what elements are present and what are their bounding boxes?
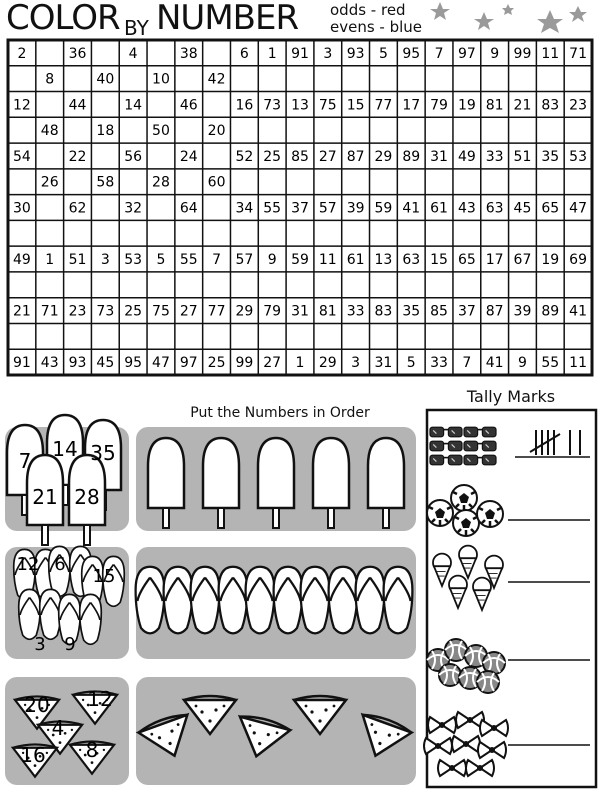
grid-cell-number: 99: [513, 45, 532, 62]
grid-cell-number: 83: [541, 97, 560, 114]
title-color: COLOR: [6, 0, 120, 38]
grid-cell-number: 93: [68, 355, 87, 372]
rule-evens: evens - blue: [330, 18, 423, 36]
grid-cell-number: 5: [378, 45, 388, 62]
watermelon-number: 12: [87, 687, 113, 711]
grid-cell-number: 55: [179, 252, 198, 269]
grid-cell-number: 20: [207, 123, 226, 140]
grid-cell-number: 11: [569, 355, 588, 372]
grid-cell-number: 38: [179, 45, 198, 62]
grid-cell-number: 32: [124, 200, 143, 217]
grid-cell-number: 27: [179, 303, 198, 320]
grid-cell-number: 40: [96, 71, 115, 88]
grid-cell-number: 54: [12, 148, 31, 165]
grid-cell-number: 18: [96, 123, 115, 140]
grid-cell-number: 46: [179, 97, 198, 114]
flipflop-number: 9: [64, 634, 76, 655]
grid-cell-number: 19: [541, 252, 560, 269]
title-by: BY: [124, 16, 149, 40]
grid-cell-number: 29: [235, 303, 254, 320]
grid-cell-number: 97: [179, 355, 198, 372]
order-section-title: Put the Numbers in Order: [190, 405, 370, 421]
grid-cell-number: 44: [68, 97, 87, 114]
grid-cell-number: 51: [68, 252, 87, 269]
grid-cell-number: 65: [541, 200, 560, 217]
grid-cell-number: 42: [207, 71, 226, 88]
grid-cell-number: 89: [402, 148, 421, 165]
watermelon-number: 20: [24, 693, 50, 717]
grid-cell-number: 23: [569, 97, 588, 114]
grid-cell-number: 41: [485, 355, 504, 372]
grid-cell-number: 61: [430, 200, 448, 217]
grid-cell-number: 7: [212, 252, 222, 269]
grid-cell-number: 15: [430, 252, 448, 269]
grid-cell-number: 30: [12, 200, 31, 217]
grid-cell-number: 19: [457, 97, 476, 114]
grid-cell-number: 73: [96, 303, 115, 320]
popsicle-number: 21: [32, 485, 58, 509]
grid-cell-number: 21: [12, 303, 31, 320]
grid-cell-number: 31: [374, 355, 393, 372]
grid-cell-number: 27: [263, 355, 282, 372]
grid-cell-number: 63: [485, 200, 504, 217]
popsicle-number: 35: [90, 441, 116, 465]
grid-cell-number: 3: [100, 252, 110, 269]
grid-cell-number: 93: [346, 45, 365, 62]
grid-cell-number: 87: [346, 148, 365, 165]
grid-cell-number: 22: [68, 148, 87, 165]
popsicle-number: 7: [18, 449, 32, 473]
grid-cell-number: 39: [346, 200, 365, 217]
grid-cell-number: 14: [124, 97, 143, 114]
grid-cell-number: 95: [124, 355, 143, 372]
grid-cell-number: 35: [402, 303, 421, 320]
grid-cell-number: 8: [45, 71, 55, 88]
grid-cell-number: 29: [374, 148, 393, 165]
grid-cell-number: 1: [267, 45, 277, 62]
grid-cell-number: 29: [318, 355, 337, 372]
flipflop-number: 6: [54, 554, 66, 575]
grid-cell-number: 7: [434, 45, 444, 62]
grid-cell-number: 69: [569, 252, 588, 269]
grid-cell-number: 59: [291, 252, 309, 269]
grid-cell-number: 5: [156, 252, 166, 269]
grid-cell-number: 85: [430, 303, 448, 320]
grid-cell-number: 39: [513, 303, 532, 320]
grid-cell-number: 55: [263, 200, 282, 217]
grid-cell-number: 60: [207, 174, 226, 191]
rule-odds: odds - red: [330, 1, 406, 19]
grid-cell-number: 77: [374, 97, 393, 114]
grid-cell-number: 51: [513, 148, 532, 165]
grid-cell-number: 75: [318, 97, 337, 114]
watermelon-number: 4: [51, 716, 65, 740]
grid-cell-number: 37: [291, 200, 309, 217]
grid-cell-number: 13: [374, 252, 393, 269]
grid-cell-number: 62: [68, 200, 87, 217]
grid-cell-number: 65: [457, 252, 476, 269]
grid-cell-number: 31: [291, 303, 309, 320]
grid-cell-number: 85: [291, 148, 309, 165]
flipflop-number: 15: [92, 566, 116, 587]
grid-cell-number: 34: [235, 200, 254, 217]
grid-cell-number: 43: [40, 355, 59, 372]
grid-cell-number: 89: [541, 303, 560, 320]
grid-cell-number: 99: [235, 355, 254, 372]
grid-cell-number: 36: [68, 45, 87, 62]
grid-cell-number: 25: [263, 148, 282, 165]
grid-cell-number: 45: [96, 355, 115, 372]
grid-cell-number: 17: [402, 97, 421, 114]
grid-cell-number: 3: [351, 355, 361, 372]
grid-cell-number: 63: [402, 252, 421, 269]
grid-cell-number: 91: [291, 45, 309, 62]
grid-cell-number: 26: [40, 174, 59, 191]
grid-cell-number: 25: [124, 303, 143, 320]
grid-cell-number: 35: [541, 148, 560, 165]
grid-cell-number: 33: [430, 355, 448, 372]
grid-cell-number: 81: [318, 303, 337, 320]
grid-cell-number: 45: [513, 200, 532, 217]
grid-cell-number: 47: [569, 200, 588, 217]
grid-cell-number: 27: [318, 148, 337, 165]
grid-cell-number: 64: [179, 200, 198, 217]
grid-cell-number: 7: [462, 355, 472, 372]
popsicle-number: 14: [52, 437, 78, 461]
grid-cell-number: 95: [402, 45, 421, 62]
grid-cell-number: 79: [263, 303, 282, 320]
grid-cell-number: 5: [406, 355, 416, 372]
grid-cell-number: 56: [124, 148, 143, 165]
grid-cell-number: 50: [152, 123, 170, 140]
grid-cell-number: 33: [485, 148, 504, 165]
grid-cell-number: 77: [207, 303, 226, 320]
grid-cell-number: 67: [513, 252, 532, 269]
flipflop-number: 12: [16, 554, 40, 575]
grid-cell-number: 9: [490, 45, 500, 62]
grid-cell-number: 97: [457, 45, 476, 62]
grid-cell-number: 21: [513, 97, 532, 114]
grid-cell-number: 71: [569, 45, 588, 62]
grid-cell-number: 41: [569, 303, 588, 320]
grid-cell-number: 41: [402, 200, 421, 217]
grid-cell-number: 10: [152, 71, 170, 88]
grid-cell-number: 9: [267, 252, 277, 269]
grid-cell-number: 73: [263, 97, 282, 114]
grid-cell-number: 49: [12, 252, 31, 269]
grid-cell-number: 31: [430, 148, 448, 165]
grid-cell-number: 52: [235, 148, 254, 165]
grid-cell-number: 83: [374, 303, 393, 320]
grid-cell-number: 23: [68, 303, 87, 320]
grid-cell-number: 33: [346, 303, 365, 320]
grid-cell-number: 79: [430, 97, 448, 114]
grid-cell-number: 47: [152, 355, 170, 372]
grid-cell-number: 17: [485, 252, 504, 269]
grid-cell-number: 71: [40, 303, 59, 320]
grid-cell-number: 13: [291, 97, 309, 114]
grid-cell-number: 11: [541, 45, 560, 62]
grid-cell-number: 55: [541, 355, 560, 372]
grid-cell-number: 57: [235, 252, 254, 269]
title-number: NUMBER: [156, 0, 299, 38]
grid-cell-number: 91: [12, 355, 31, 372]
grid-cell-number: 4: [128, 45, 138, 62]
grid-cell-number: 1: [295, 355, 305, 372]
flipflop-number: 3: [34, 634, 46, 655]
watermelon-number: 8: [85, 738, 99, 762]
popsicle-number: 28: [74, 485, 100, 509]
grid-cell-number: 12: [12, 97, 31, 114]
grid-cell-number: 53: [569, 148, 588, 165]
grid-cell-number: 15: [346, 97, 365, 114]
grid-cell-number: 87: [485, 303, 504, 320]
grid-cell-number: 1: [45, 252, 55, 269]
grid-cell-number: 61: [346, 252, 365, 269]
grid-cell-number: 53: [124, 252, 143, 269]
grid-cell-number: 59: [374, 200, 393, 217]
grid-cell-number: 16: [235, 97, 254, 114]
grid-cell-number: 2: [17, 45, 27, 62]
watermelon-number: 16: [20, 743, 46, 767]
grid-cell-number: 11: [318, 252, 337, 269]
grid-cell-number: 81: [485, 97, 504, 114]
grid-cell-number: 58: [96, 174, 115, 191]
tally-section-title: Tally Marks: [466, 387, 556, 406]
grid-cell-number: 6: [239, 45, 249, 62]
grid-cell-number: 75: [152, 303, 170, 320]
grid-cell-number: 37: [457, 303, 476, 320]
grid-cell-number: 48: [40, 123, 59, 140]
grid-cell-number: 3: [323, 45, 333, 62]
grid-cell-number: 28: [152, 174, 170, 191]
grid-cell-number: 25: [207, 355, 226, 372]
grid-cell-number: 43: [457, 200, 476, 217]
grid-cell-number: 49: [457, 148, 476, 165]
grid-cell-number: 9: [518, 355, 527, 372]
grid-cell-number: 57: [318, 200, 337, 217]
grid-cell-number: 24: [179, 148, 198, 165]
